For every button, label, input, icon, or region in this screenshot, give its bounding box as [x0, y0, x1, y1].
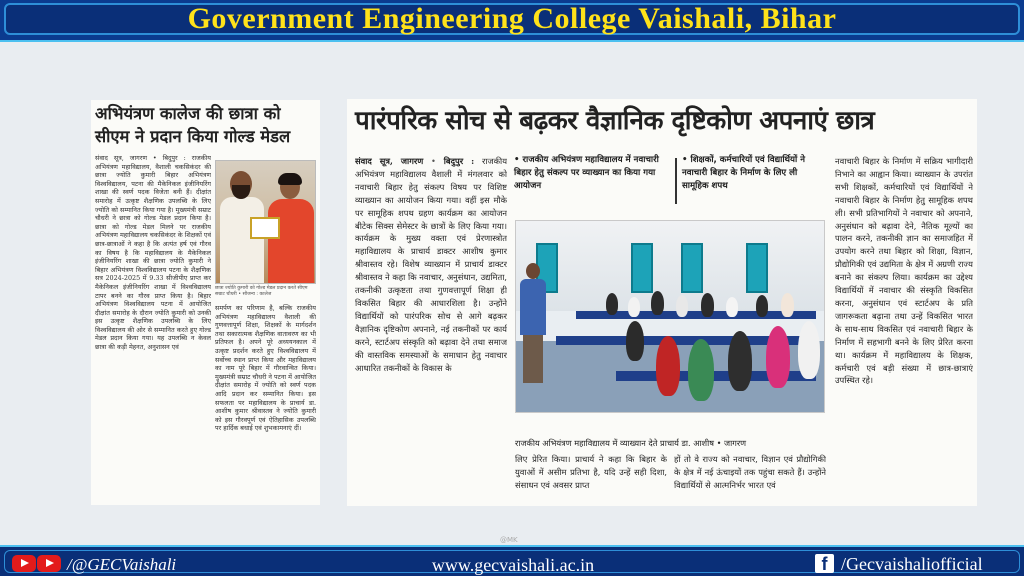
- facebook-handle-link[interactable]: /Gecvaishaliofficial: [841, 554, 983, 574]
- page-title: Government Engineering College Vaishali, Bihar: [187, 2, 837, 35]
- subhead-divider: [675, 158, 677, 204]
- website-link[interactable]: www.gecvaishali.ac.in: [431, 555, 595, 575]
- left-photo-caption: छात्रा ज्योति कुमारी को गोल्ड मेडल प्रदान करते सीएम सम्राट चौधरी • सौजन्य : कालेज: [215, 286, 308, 297]
- column-1-text: राजकीय अभियंत्रण महाविद्यालय वैशाली में मंगलवार को नवाचारी बिहार हेतु संकल्प विषय पर विशिष्ट व्याख्यान का आयोजन किया गया। वहीं इस मौके पर सामूहिक शपथ ग्रहण कार्यक्रम का आयोजन बीटेक सिक्स सेमेस्टर के छात्रों के लिए किया गया। कार्यक्रम के मुख्य वक्ता एवं प्रेरणास्त्रोत महाविद्यालय के प्राचार्य डाक्टर आशीष कुमार श्रीवास्तव रहे। विशेष व्याख्यान में प्राचार्य डाक्टर श्रीवास्तव ने कहा कि नवाचार, अनुसंधान, उद्यमिता, तकनीकी उत्कृष्टता तथा गुणवत्तापूर्ण शिक्षा ही विकसित बिहार की आधारशिला है। उन्होंने विद्यार्थियों को पारंपरिक सोच से आगे बढ़कर वैज्ञानिक दृष्टिकोण अपनाने, नई तकनीकों पर कार्य करने, स्टार्टअप संस्कृति को बढ़ावा देने तथा समाज की वास्तविक समस्याओं के समाधान हेतु नवाचार आधारित तकनीकों के विकास के: [355, 156, 507, 373]
- footer-frame: [4, 550, 1020, 573]
- left-headline: अभियंत्रण कालेज की छात्रा को सीएम ने प्रदान किया गोल्ड मेडल: [95, 104, 291, 146]
- watermark: @MK: [500, 536, 518, 544]
- main-photo-caption: राजकीय अभियंत्रण महाविद्यालय में व्याख्यान देते प्राचार्य डा. आशीष • जागरण: [515, 438, 747, 448]
- dateline: बिदुपुर :: [443, 156, 475, 166]
- subheadline-1: • राजकीय अभियंत्रण महाविद्यालय में नवाचारी बिहार हेतु संकल्प पर व्याख्यान का किया गया आयोजन: [514, 155, 659, 191]
- main-article-column-2: लिए प्रेरित किया। प्राचार्य ने कहा कि बिहार के युवाओं में असीम प्रतिभा है, यदि उन्हें सही दिशा, संसाधन एवं अवसर प्राप्त: [515, 454, 667, 490]
- left-article-body: [95, 154, 316, 504]
- main-article-column-3: हों तो वे राज्य को नवाचार, विज्ञान एवं प्रौद्योगिकी के क्षेत्र में नई ऊंचाइयों तक पहुंचा सकते हैं। उन्होंने विद्यार्थियों से आत्मनिर्भर भारत एवं: [674, 454, 826, 490]
- left-article-column-1: संवाद सूत्र, जागरण • बिदुपुर : राजकीय अभियंत्रण महाविद्यालय, वैशाली चकसिकंदर की छात्रा ज्योति कुमारी बिहार अभियंत्रण विश्वविद्यालय, पटना की मैकेनिकल इंजीनियरिंग शाखा की स्वर्ण पदक विजेता बनी हैं। दीक्षांत समारोह में उत्कृष्ट शैक्षणिक उपलब्धि के लिए ज्योति को सम्मानित किया गया है। मुख्यमंत्री सम्राट चौधरी ने छात्रा को गोल्ड मेडल प्रदान किया है। छात्रा को गोल्ड मेडल मिलने पर राजकीय अभियंत्रण महाविद्यालय चकसिकंदर के शिक्षकों एवं छात्र-छात्राओं ने कहा है कि अत्यंत हर्ष एवं गौरव का विषय है कि महाविद्यालय के मैकेनिकल इंजीनियरिंग शाखा की छात्रा ज्योति कुमारी ने बिहार अभियंत्रण विश्वविद्यालय पटना के शैक्षणिक सत्र 2024-2025 में 9.33 सीजीपीए प्राप्त कर मैकेनिकल इंजीनियरिंग शाखा में विश्वविद्यालय टापर बनने का गौरव प्राप्त किया है। बिहार अभियंत्रण विश्वविद्यालय पटना में आयोजित दीक्षांत समारोह के दौरान ज्योति कुमारी को उनकी इस उत्कृष्ट शैक्षणिक उपलब्धि के लिए विश्वविद्यालय की ओर से सम्मानित करते हुए गोल्ड मेडल प्रदान किया गया। यह उपलब्धि न केवल छात्रा की कड़ी मेहनत, अनुशासन एवं: [95, 154, 211, 352]
- main-news-clipping: [347, 99, 977, 506]
- byline: संवाद सूत्र, जागरण: [355, 156, 424, 166]
- header-frame: [4, 3, 1020, 35]
- left-article-photo: [215, 160, 316, 298]
- speaker-figure: [518, 263, 548, 383]
- left-news-clipping: [91, 100, 320, 505]
- medal-ceremony-photo: [215, 160, 316, 284]
- header-banner: [0, 0, 1024, 42]
- main-headline: पारंपरिक सोच से बढ़कर वैज्ञानिक दृष्टिकोण अपनाएं छात्र: [355, 106, 875, 136]
- youtube-handle-link[interactable]: /@GECVaishali: [67, 555, 177, 574]
- subheadlines: [514, 154, 826, 209]
- lecture-photo: [515, 220, 825, 413]
- subheadline-2: • शिक्षकों, कर्मचारियों एवं विद्यार्थियों ने नवाचारी बिहार के निर्माण के लिए ली सामूहिक शपथ: [682, 155, 806, 191]
- main-article-column-4: नवाचारी बिहार के निर्माण में सक्रिय भागीदारी निभाने का आह्वान किया। व्याख्यान के उपरांत सभी शिक्षकों, कर्मचारियों एवं विद्यार्थियों ने नवाचारी बिहार के निर्माण हेतु सामूहिक शपथ ली। सभी प्रतिभागियों ने नवाचार को अपनाने, अनुसंधान को बढ़ावा देने, नैतिक मूल्यों का पालन करने, तकनीकी ज्ञान का समाजहित में उपयोग करने तथा बिहार को शिक्षा, विज्ञान, प्रौद्योगिकी एवं उद्यमिता के क्षेत्र में अग्रणी राज्य बनाने का संकल्प लिया। कार्यक्रम का उद्देश्य विद्यार्थियों में नवाचार की संस्कृति विकसित करना, अनुसंधान एवं स्टार्टअप के प्रति जागरूकता बढ़ाना तथा उन्हें विकसित भारत के साथ-साथ विकसित एवं नवाचारी बिहार के निर्माण में सहभागी बनने के लिए प्रेरित करना था। कार्यक्रम में महाविद्यालय के शिक्षक, कर्मचारी एवं बड़ी संख्या में छात्र-छात्राएं उपस्थित रहे।: [835, 156, 973, 386]
- left-article-column-2: समर्पण का परिणाम है, बल्कि राजकीय अभियंत्रण महाविद्यालय वैशाली की गुणवत्तापूर्ण शिक्षा, शिक्षकों के मार्गदर्शन तथा सकारात्मक शैक्षणिक वातावरण का भी प्रतिफल है। अपने पूरे अध्ययनकाल में उत्कृष्ट प्रदर्शन करते हुए विश्वविद्यालय में सर्वोच्च स्थान प्राप्त किया और महाविद्यालय का नाम पूरे बिहार में गौरवान्वित किया। मुख्यमंत्री सम्राट चौधरी ने पटना में आयोजित दीक्षांत समारोह में ज्योति को स्वर्ण पदक आदि प्रदान कर सम्मानित किया। इस सफलता पर महाविद्यालय के प्राचार्य डा. आशीष कुमार श्रीवास्तव ने ज्योति कुमारी को इस गौरवपूर्ण एवं ऐतिहासिक उपलब्धि पर हार्दिक बधाई एवं शुभकामनाएं दीं।: [215, 304, 316, 433]
- footer-banner: [0, 545, 1024, 576]
- main-article-column-1: [355, 155, 507, 505]
- separator: •: [431, 156, 444, 166]
- certificate-icon: [250, 217, 280, 239]
- facebook-icon[interactable]: f: [815, 554, 834, 573]
